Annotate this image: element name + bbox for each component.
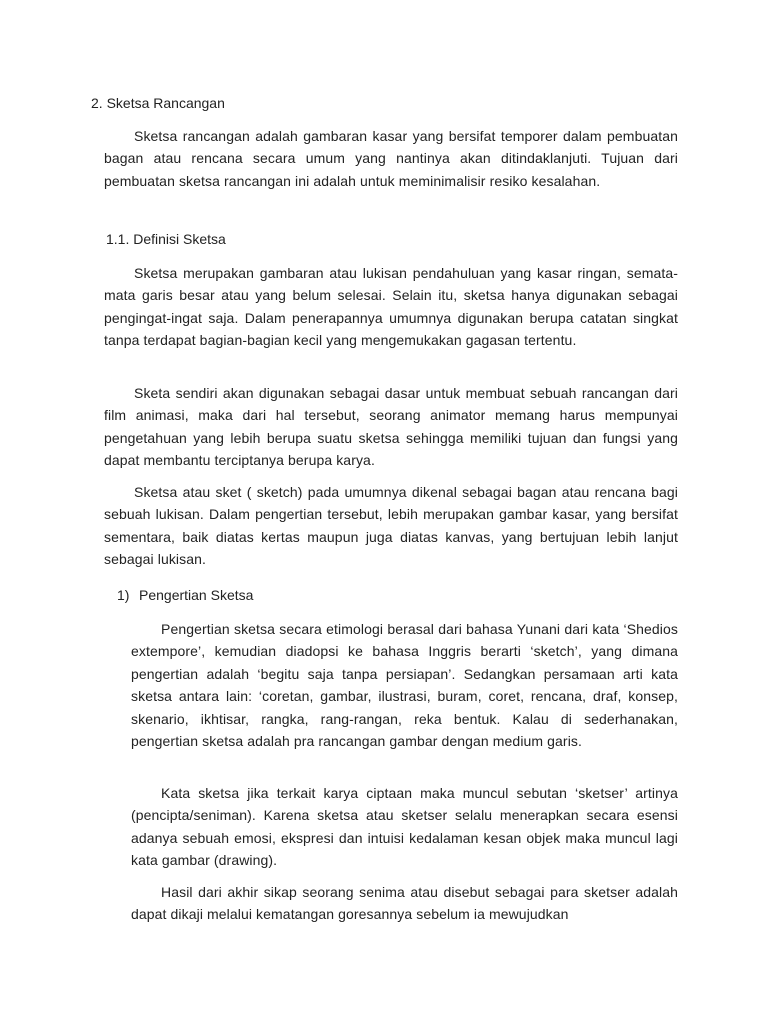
subsection-heading: 1.1. Definisi Sketsa [106,231,226,247]
list-item-title: Pengertian Sketsa [139,587,254,603]
list-item-paragraph-2: Kata sketsa jika terkait karya ciptaan maka muncul sebutan ‘sketser’ artinya (pencipta/seniman). Karena sketsa atau sketser selalu menerapkan secara esensi adanya sebuah emosi, ekspresi dan intuisi kedalaman kesan objek maka muncul lagi kata gambar (drawing). [131,785,678,869]
list-item-paragraph-1: Pengertian sketsa secara etimologi berasal dari bahasa Yunani dari kata ‘Shedios extempore’, kemudian diadopsi ke bahasa Inggris berarti ‘sketch’, yang dimana pengertian adalah ‘begitu saja tanpa persiapan’. Sedangkan persamaan arti kata sketsa antara lain: ‘coretan, gambar, ilustrasi, buram, coret, rencana, draf, konsep, skenario, ikhtisar, rangka, rang-rangan, reka bentuk. Kalau di sederhanakan, pengertian sketsa adalah pra rancangan gambar dengan medium garis. [131,621,678,750]
list-item-paragraph-3: Hasil dari akhir sikap seorang senima atau disebut sebagai para sketser adalah dapat dikaji melalui kematangan goresannya sebelum ia mewujudkan [131,884,678,923]
subsection-paragraph-3: Sketsa atau sket ( sketch) pada umumnya dikenal sebagai bagan atau rencana bagi sebuah lukisan. Dalam pengertian tersebut, lebih merupakan gambar kasar, yang bersifat sementara, baik diatas kertas maupun juga diatas kanvas, yang bertujuan lebih lanjut sebagai lukisan. [104,484,678,568]
section-paragraph: Sketsa rancangan adalah gambaran kasar yang bersifat temporer dalam pembuatan bagan atau rencana secara umum yang nantinya akan ditindaklanjuti. Tujuan dari pembuatan sketsa rancangan ini adalah untuk meminimalisir resiko kesalahan. [104,128,678,189]
list-item-heading [117,584,253,606]
subsection-paragraph-1: Sketsa merupakan gambaran atau lukisan pendahuluan yang kasar ringan, semata-mata garis besar atau yang belum selesai. Selain itu, sketsa hanya digunakan sebagai pengingat-ingat saja. Dalam penerapannya umumnya digunakan berupa catatan singkat tanpa terdapat bagian-bagian kecil yang mengemukakan gagasan tertentu. [104,265,678,349]
section-heading: 2. Sketsa Rancangan [91,95,225,111]
subsection-paragraph-2: Sketa sendiri akan digunakan sebagai dasar untuk membuat sebuah rancangan dari film animasi, maka dari hal tersebut, seorang animator memang harus mempunyai pengetahuan yang lebih berupa suatu sketsa sehingga memiliki tujuan dan fungsi yang dapat membantu terciptanya berupa karya. [104,385,678,469]
list-item-number: 1) [117,587,130,603]
